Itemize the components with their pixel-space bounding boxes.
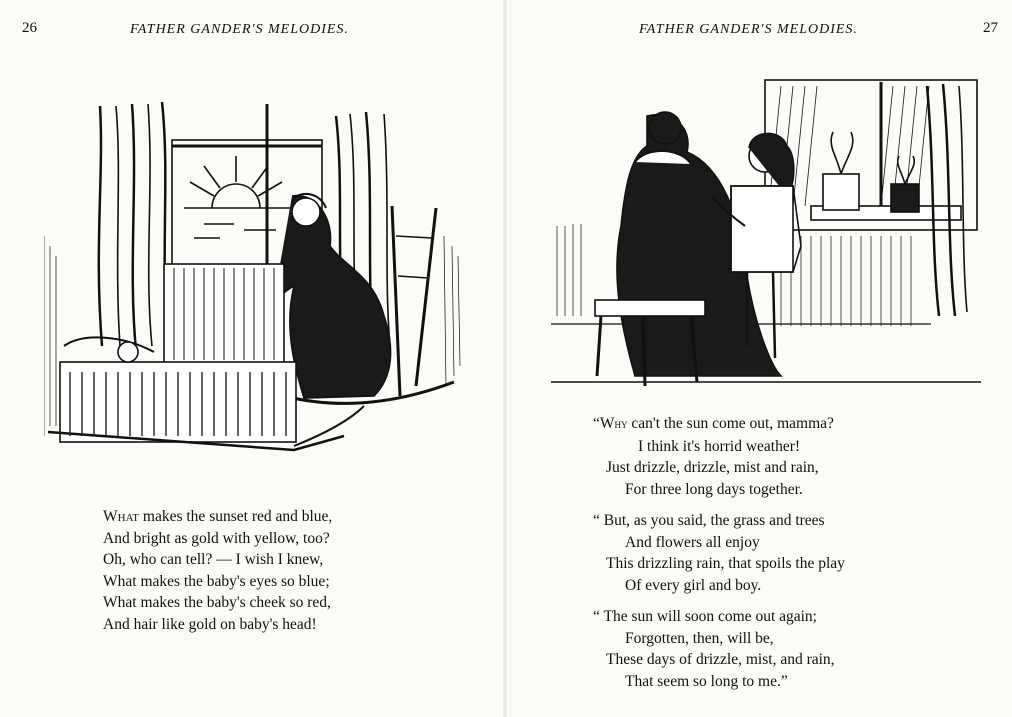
poem-line: “ But, as you said, the grass and trees [593,512,825,529]
poem-line: What makes the baby's cheek so red, [103,594,331,611]
poem-line-rest: can't the sun come out, mamma? [627,415,834,432]
poem-line: For three long days together. [625,480,803,498]
poem-line: And hair like gold on baby's head! [103,615,317,633]
poem-line: These days of drizzle, mist, and rain, [606,651,835,668]
small-caps-letters: hy [614,417,628,431]
illustration-mother-rocking-cradle [44,96,464,456]
left-page [0,0,505,717]
poem-line: “ The sun will soon come out again; [593,608,817,625]
running-title-right: FATHER GANDER'S MELODIES. [639,22,858,37]
poem-left [103,506,332,635]
poem-line: And bright as gold with yellow, too? [103,529,330,547]
poem-line: This drizzling rain, that spoils the play [606,555,845,572]
page-number-right: 27 [983,20,998,36]
right-page [505,0,1012,717]
poem-first-line-rest: makes the sunset red and blue, [139,508,333,525]
poem-line: Of every girl and boy. [625,576,762,594]
quote-open-letter: “W [593,415,615,432]
page-number-left: 26 [22,20,37,36]
poem-line [593,413,834,436]
poem-right-stanza-1 [593,413,834,500]
poem-line [103,506,332,528]
poem-right-stanza-3 [593,606,835,692]
poem-line: Oh, who can tell? — I wish I knew, [103,551,324,568]
poem-line: I think it's horrid weather! [638,437,801,455]
poem-line: What makes the baby's eyes so blue; [103,572,330,590]
poem-first-word: What [103,508,140,525]
poem-line: And flowers all enjoy [625,533,760,551]
poem-line: That seem so long to me.” [625,672,788,690]
running-title-left: FATHER GANDER'S MELODIES. [130,22,349,37]
poem-line: Just drizzle, drizzle, mist and rain, [606,459,819,476]
poem-line: Forgotten, then, will be, [625,629,774,647]
poem-right-stanza-2 [593,510,845,596]
illustration-mother-and-child-at-window [551,76,981,396]
